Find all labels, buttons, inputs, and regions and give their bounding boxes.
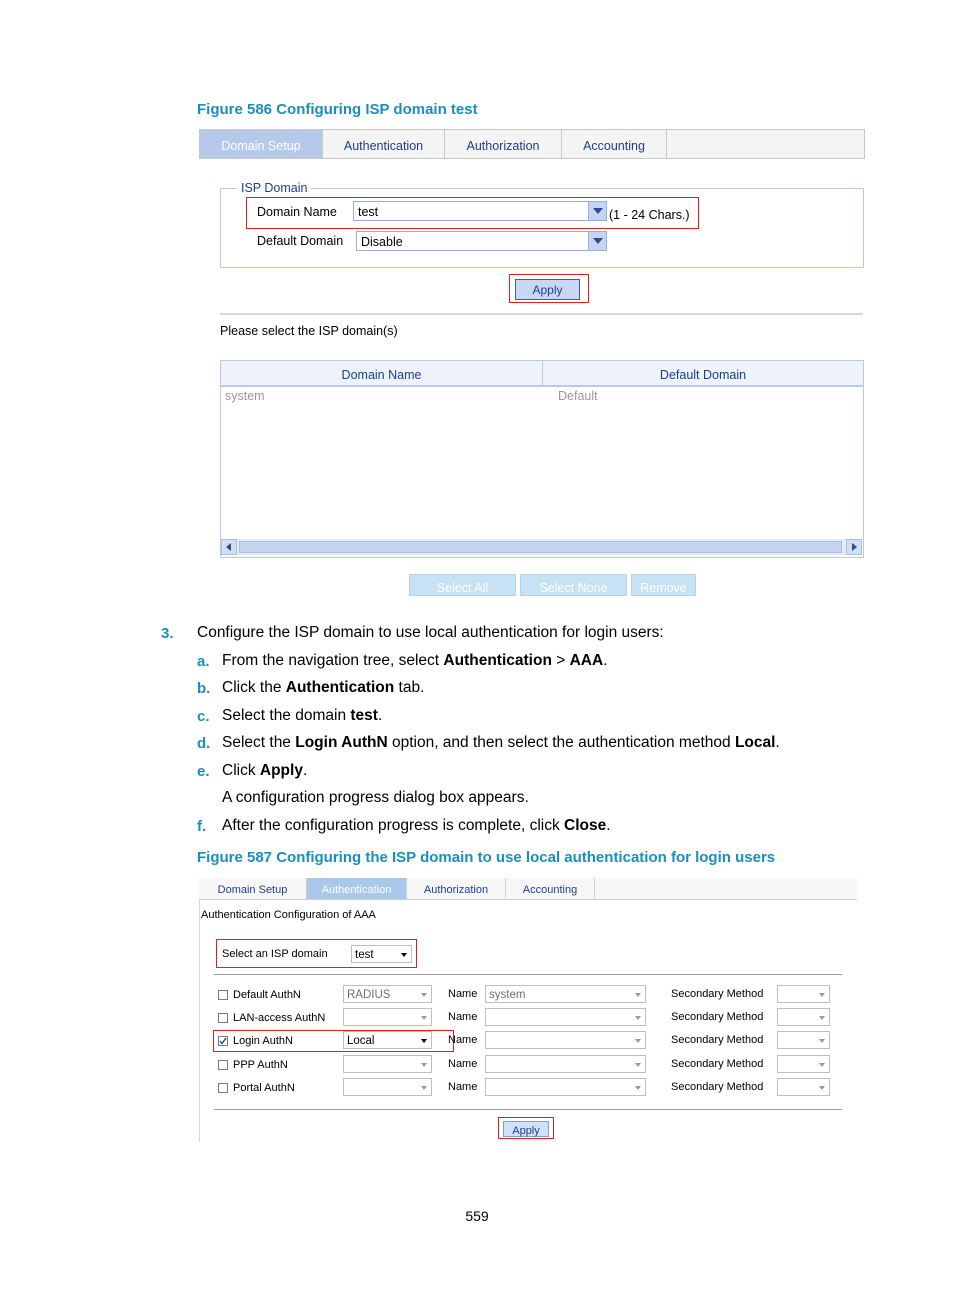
chevron-down-icon[interactable]: [635, 1063, 641, 1067]
chevron-down-icon[interactable]: [819, 1086, 825, 1090]
lan-access-authn-secondary-dropdown[interactable]: [777, 1008, 830, 1026]
table-cell-default-domain[interactable]: Default: [558, 389, 598, 403]
select-domain-dropdown[interactable]: [351, 945, 412, 963]
default-domain-label: Default Domain: [257, 234, 344, 248]
checkmark-icon: [219, 1037, 227, 1045]
chevron-down-icon[interactable]: [635, 993, 641, 997]
apply-button[interactable]: Apply: [515, 279, 580, 300]
chevron-down-icon[interactable]: [421, 1086, 427, 1090]
chevron-down-icon[interactable]: [635, 1016, 641, 1020]
default-authn-method-value: RADIUS: [347, 989, 391, 1001]
substep-text: Select the domain test.: [222, 707, 383, 724]
horizontal-scrollbar[interactable]: [221, 539, 862, 555]
name-label: Name: [448, 1081, 478, 1093]
substep-text: After the configuration progress is complete, click Close.: [222, 817, 611, 834]
substep-text: Select the Login AuthN option, and then select the authentication method Local.: [222, 734, 780, 751]
login-authn-method-dropdown[interactable]: [343, 1031, 432, 1049]
default-authn-secondary-dropdown[interactable]: [777, 985, 830, 1003]
domain-name-label: Domain Name: [257, 205, 337, 219]
isp-domain-legend: ISP Domain: [237, 181, 311, 195]
substep-text: Click Apply.: [222, 762, 308, 779]
column-header-default-domain[interactable]: Default Domain: [543, 361, 863, 387]
chevron-down-icon[interactable]: [421, 993, 427, 997]
scrollbar-thumb[interactable]: [239, 541, 842, 553]
chevron-down-icon[interactable]: [635, 1086, 641, 1090]
select-none-button[interactable]: Select None: [520, 574, 627, 596]
domain-table: [220, 360, 864, 558]
chevron-down-icon[interactable]: [421, 1039, 427, 1043]
divider: [214, 1109, 842, 1110]
tab-accounting[interactable]: Accounting: [506, 878, 595, 899]
tab-domain-setup[interactable]: Domain Setup: [200, 130, 323, 158]
select-prompt: Please select the ISP domain(s): [220, 324, 398, 338]
ppp-authn-label: PPP AuthN: [233, 1059, 288, 1071]
secondary-method-label: Secondary Method: [671, 1058, 764, 1070]
tab-authentication[interactable]: Authentication: [307, 878, 407, 899]
login-authn-secondary-dropdown[interactable]: [777, 1031, 830, 1049]
lan-access-authn-checkbox[interactable]: [218, 1013, 228, 1023]
tab-accounting[interactable]: Accounting: [562, 130, 667, 158]
substep-letter: d.: [197, 735, 211, 752]
login-authn-name-dropdown[interactable]: [485, 1031, 646, 1049]
secondary-method-label: Secondary Method: [671, 988, 764, 1000]
lan-access-authn-name-dropdown[interactable]: [485, 1008, 646, 1026]
substep-text: Click the Authentication tab.: [222, 679, 425, 696]
select-domain-value: test: [355, 949, 374, 961]
chevron-down-icon[interactable]: [421, 1016, 427, 1020]
scroll-left-icon[interactable]: [221, 539, 237, 555]
substep-letter: b.: [197, 680, 211, 697]
ppp-authn-checkbox[interactable]: [218, 1060, 228, 1070]
substep-letter: a.: [197, 653, 210, 670]
select-domain-label: Select an ISP domain: [222, 948, 328, 960]
ppp-authn-method-dropdown[interactable]: [343, 1055, 432, 1073]
name-label: Name: [448, 1011, 478, 1023]
secondary-method-label: Secondary Method: [671, 1034, 764, 1046]
page-number: 559: [465, 1208, 489, 1224]
substep-text: From the navigation tree, select Authentication > AAA.: [222, 652, 608, 669]
chevron-down-icon[interactable]: [588, 232, 606, 250]
default-domain-select[interactable]: [356, 231, 607, 251]
portal-authn-label: Portal AuthN: [233, 1082, 295, 1094]
default-authn-method-dropdown[interactable]: [343, 985, 432, 1003]
portal-authn-name-dropdown[interactable]: [485, 1078, 646, 1096]
login-authn-checkbox[interactable]: [218, 1036, 228, 1046]
default-authn-name-dropdown[interactable]: [485, 985, 646, 1003]
name-label: Name: [448, 988, 478, 1000]
table-cell-domain-name[interactable]: system: [225, 389, 265, 403]
domain-name-combo[interactable]: [353, 201, 607, 221]
login-authn-label: Login AuthN: [233, 1035, 293, 1047]
chevron-down-icon[interactable]: [635, 1039, 641, 1043]
lan-access-authn-label: LAN-access AuthN: [233, 1012, 326, 1024]
substep-letter: f.: [197, 818, 207, 835]
tab-bar: [199, 878, 857, 900]
portal-authn-method-dropdown[interactable]: [343, 1078, 432, 1096]
substep-note: A configuration progress dialog box appears.: [222, 789, 529, 806]
remove-button[interactable]: Remove: [631, 574, 696, 596]
name-label: Name: [448, 1034, 478, 1046]
chevron-down-icon[interactable]: [421, 1063, 427, 1067]
tab-authorization[interactable]: Authorization: [445, 130, 562, 158]
column-header-domain-name[interactable]: Domain Name: [221, 361, 543, 387]
secondary-method-label: Secondary Method: [671, 1081, 764, 1093]
chevron-down-icon[interactable]: [819, 1016, 825, 1020]
default-domain-value: Disable: [361, 235, 403, 249]
default-authn-label: Default AuthN: [233, 989, 301, 1001]
secondary-method-label: Secondary Method: [671, 1011, 764, 1023]
chevron-down-icon[interactable]: [819, 1039, 825, 1043]
substep-letter: e.: [197, 763, 210, 780]
portal-authn-secondary-dropdown[interactable]: [777, 1078, 830, 1096]
domain-name-hint: (1 - 24 Chars.): [609, 208, 690, 222]
name-label: Name: [448, 1058, 478, 1070]
default-authn-name-value: system: [489, 989, 526, 1001]
portal-authn-checkbox[interactable]: [218, 1083, 228, 1093]
figure-586-caption: Figure 586 Configuring ISP domain test: [197, 101, 478, 118]
tab-bar: [199, 129, 865, 159]
divider: [220, 313, 863, 315]
select-all-button[interactable]: Select All: [409, 574, 516, 596]
default-authn-checkbox[interactable]: [218, 990, 228, 1000]
login-authn-method-value: Local: [347, 1035, 375, 1047]
step-main-text: Configure the ISP domain to use local authentication for login users:: [197, 624, 664, 641]
tab-authentication[interactable]: Authentication: [323, 130, 445, 158]
section-title: Authentication Configuration of AAA: [201, 909, 376, 921]
scroll-right-icon[interactable]: [846, 539, 862, 555]
ppp-authn-secondary-dropdown[interactable]: [777, 1055, 830, 1073]
tab-domain-setup[interactable]: Domain Setup: [199, 878, 307, 899]
chevron-down-icon[interactable]: [588, 202, 606, 220]
chevron-down-icon[interactable]: [819, 1063, 825, 1067]
chevron-down-icon[interactable]: [819, 993, 825, 997]
domain-name-value: test: [358, 205, 379, 219]
divider: [214, 974, 842, 975]
substep-letter: c.: [197, 708, 210, 725]
ppp-authn-name-dropdown[interactable]: [485, 1055, 646, 1073]
chevron-down-icon[interactable]: [401, 953, 407, 957]
lan-access-authn-method-dropdown[interactable]: [343, 1008, 432, 1026]
apply-button[interactable]: Apply: [503, 1121, 549, 1137]
border-line: [199, 900, 200, 1142]
step-number: 3.: [161, 625, 174, 642]
figure-587-caption: Figure 587 Configuring the ISP domain to use local authentication for login users: [197, 849, 776, 866]
tab-authorization[interactable]: Authorization: [407, 878, 506, 899]
